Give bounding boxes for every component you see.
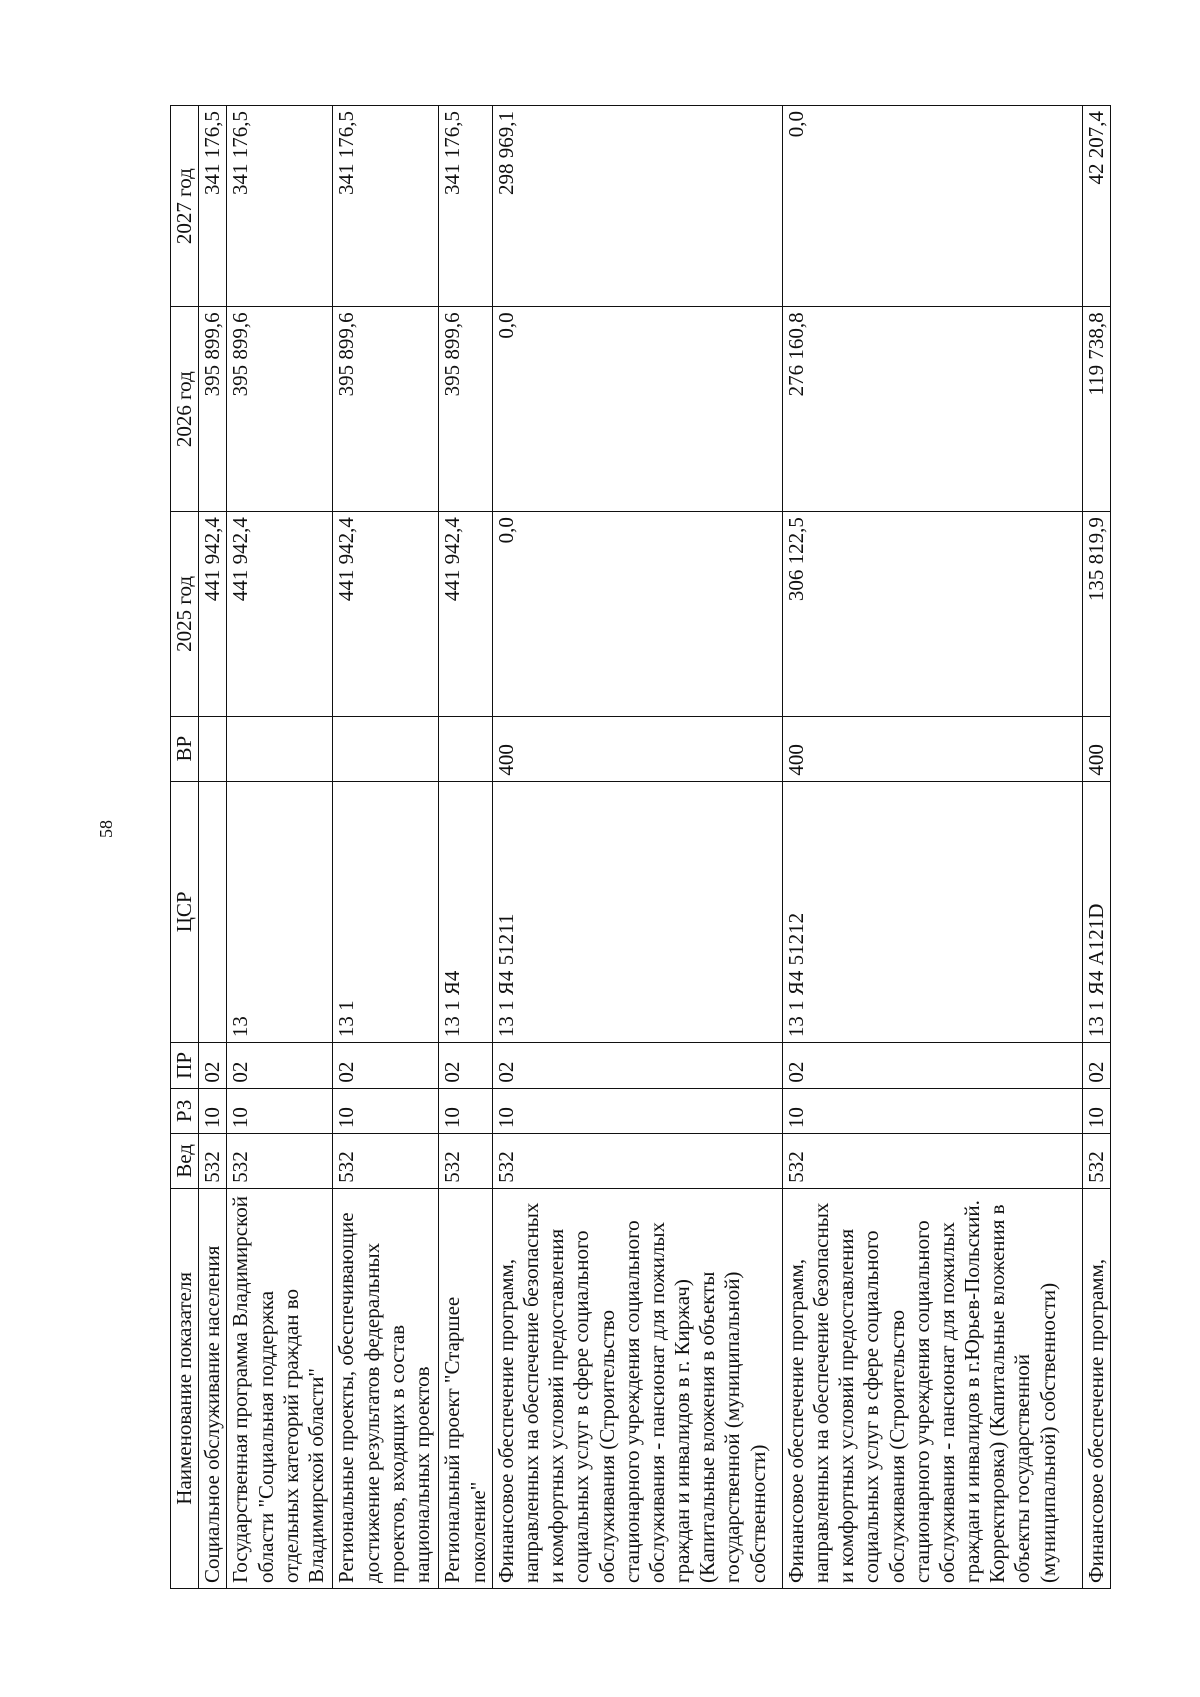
row-2026: 276 160,8 (782, 307, 1082, 512)
row-ved: 532 (492, 1134, 782, 1189)
row-2026: 395 899,6 (199, 307, 227, 512)
header-pr: ПР (171, 1043, 199, 1088)
rotated-page-content (170, 105, 1108, 1589)
table-row (782, 106, 1082, 1589)
header-2026: 2026 год (171, 307, 199, 512)
row-pr: 02 (439, 1043, 492, 1088)
row-rz: 10 (782, 1088, 1082, 1133)
row-ved: 532 (227, 1134, 333, 1189)
header-vr: ВР (171, 716, 199, 781)
row-ved: 532 (1082, 1134, 1110, 1189)
table-row (333, 106, 439, 1589)
row-2025: 441 942,4 (227, 512, 333, 717)
row-name: Региональные проекты, обеспечивающие достижение результатов федеральных проектов, входящих в состав национальных проектов (333, 1188, 439, 1588)
row-2025: 135 819,9 (1082, 512, 1110, 717)
row-vr: 400 (492, 716, 782, 781)
row-2025: 306 122,5 (782, 512, 1082, 717)
row-rz: 10 (439, 1088, 492, 1133)
row-csr (199, 781, 227, 1043)
row-vr (199, 716, 227, 781)
row-pr: 02 (1082, 1043, 1110, 1088)
row-2027: 341 176,5 (333, 106, 439, 307)
row-vr: 400 (782, 716, 1082, 781)
row-2027: 341 176,5 (199, 106, 227, 307)
table-row (227, 106, 333, 1589)
table-row (439, 106, 492, 1589)
row-2027: 298 969,1 (492, 106, 782, 307)
table-row (492, 106, 782, 1589)
row-csr: 13 1 (333, 781, 439, 1043)
row-ved: 532 (333, 1134, 439, 1189)
table-row (199, 106, 227, 1589)
row-rz: 10 (227, 1088, 333, 1133)
row-2025: 441 942,4 (333, 512, 439, 717)
row-csr: 13 1 Я4 (439, 781, 492, 1043)
row-rz: 10 (492, 1088, 782, 1133)
row-2025: 441 942,4 (439, 512, 492, 717)
header-name: Наименование показателя (171, 1188, 199, 1588)
row-csr: 13 (227, 781, 333, 1043)
row-2025: 441 942,4 (199, 512, 227, 717)
header-csr: ЦСР (171, 781, 199, 1043)
header-ved: Вед (171, 1134, 199, 1189)
row-rz: 10 (1082, 1088, 1110, 1133)
row-vr: 400 (1082, 716, 1110, 781)
row-name: Региональный проект "Старшее поколение" (439, 1188, 492, 1588)
row-name: Государственная программа Владимирской области "Социальная поддержка отдельных категорий граждан во Владимирской области" (227, 1188, 333, 1588)
row-vr (227, 716, 333, 781)
row-2027: 0,0 (782, 106, 1082, 307)
row-pr: 02 (782, 1043, 1082, 1088)
row-2026: 395 899,6 (333, 307, 439, 512)
header-rz: РЗ (171, 1088, 199, 1133)
row-name: Финансовое обеспечение программ, направленных на обеспечение безопасных и комфортных условий предоставления социальных услуг в сфере социального обслуживания (Строительство стационарного учреждения социального обслуживания - пансионат для пожилых граждан и инвалидов в г. Киржач) (Капитальные вложения в объекты государственной (муниципальной) собственности) (492, 1188, 782, 1588)
row-ved: 532 (199, 1134, 227, 1189)
page-number: 58 (96, 820, 116, 838)
row-name: Финансовое обеспечение программ, (1082, 1188, 1110, 1588)
header-2025: 2025 год (171, 512, 199, 717)
row-name: Финансовое обеспечение программ, направленных на обеспечение безопасных и комфортных условий предоставления социальных услуг в сфере социального обслуживания (Строительство стационарного учреждения социального обслуживания - пансионат для пожилых граждан и инвалидов в г.Юрьев-Польский. Корректировка) (Капитальные вложения в объекты государственной (муниципальной) собственности) (782, 1188, 1082, 1588)
row-pr: 02 (333, 1043, 439, 1088)
row-2026: 395 899,6 (439, 307, 492, 512)
row-name: Социальное обслуживание населения (199, 1188, 227, 1588)
budget-table (170, 105, 1111, 1589)
row-csr: 13 1 Я4 А121D (1082, 781, 1110, 1043)
row-2026: 395 899,6 (227, 307, 333, 512)
row-vr (333, 716, 439, 781)
row-2027: 341 176,5 (439, 106, 492, 307)
table-row (1082, 106, 1110, 1589)
row-ved: 532 (782, 1134, 1082, 1189)
row-2025: 0,0 (492, 512, 782, 717)
row-2027: 42 207,4 (1082, 106, 1110, 307)
header-row (171, 106, 199, 1589)
row-2026: 0,0 (492, 307, 782, 512)
row-rz: 10 (333, 1088, 439, 1133)
row-pr: 02 (492, 1043, 782, 1088)
row-pr: 02 (199, 1043, 227, 1088)
row-csr: 13 1 Я4 51211 (492, 781, 782, 1043)
row-2026: 119 738,8 (1082, 307, 1110, 512)
row-rz: 10 (199, 1088, 227, 1133)
header-2027: 2027 год (171, 106, 199, 307)
row-ved: 532 (439, 1134, 492, 1189)
row-2027: 341 176,5 (227, 106, 333, 307)
row-vr (439, 716, 492, 781)
row-csr: 13 1 Я4 51212 (782, 781, 1082, 1043)
row-pr: 02 (227, 1043, 333, 1088)
